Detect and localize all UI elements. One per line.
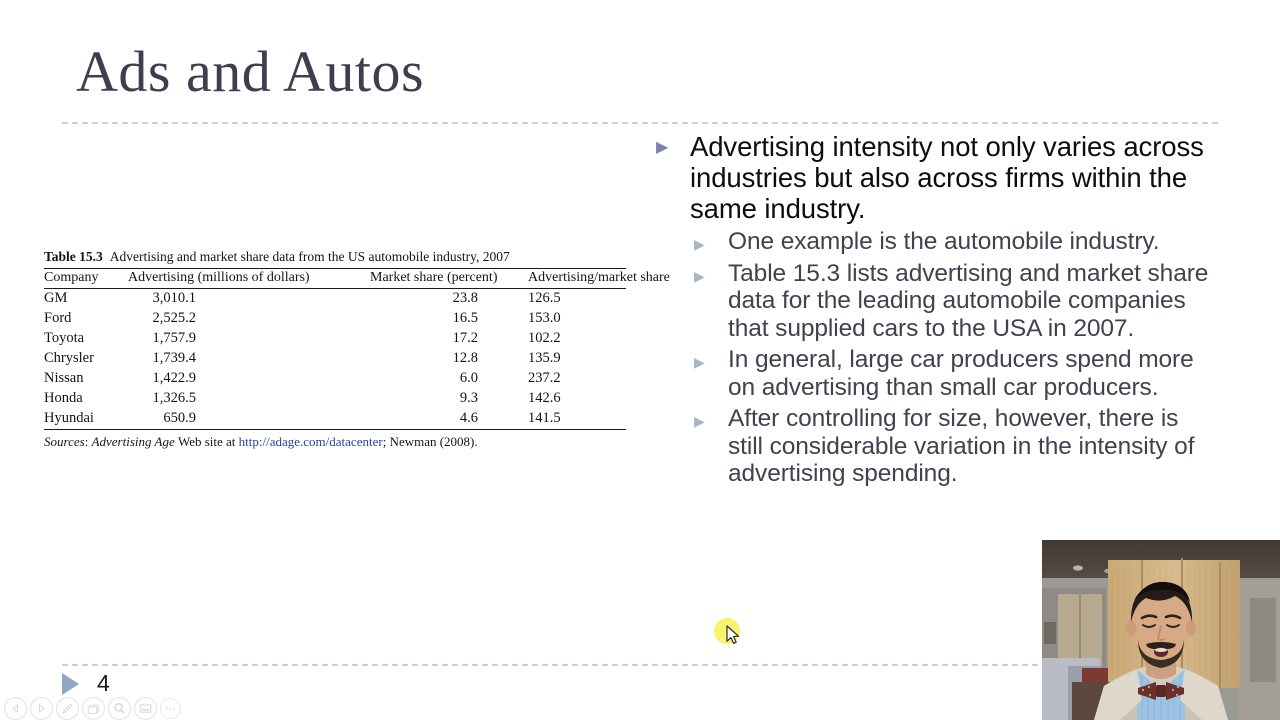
cell-market-share: 4.6 [459,410,478,426]
magnifier-icon [113,702,126,715]
bullet-triangle-icon: ▶ [694,236,705,252]
bullet-text: Advertising intensity not only varies across industries but also across firms within the same industry. [690,131,1204,224]
bullet-list [656,131,1218,492]
bullet-text: After controlling for size, however, there is still considerable variation in the intensity of advertising spending. [728,405,1195,487]
table-header-row [44,269,658,288]
column-header-ratio: Advertising/market share [528,270,670,285]
table-sources: Sources: Advertising Age Web site at http://adage.com/datacenter; Newman (2008). [44,434,478,449]
bullet-text: Table 15.3 lists advertising and market share data for the leading automobile companies that supplied cars to the USA in 2007. [728,259,1209,342]
ellipsis-icon [164,706,177,711]
bullet-item-level1 [656,131,1218,224]
sources-publication: Advertising Age [91,434,175,449]
subtitles-button[interactable] [134,697,157,720]
cell-market-share: 9.3 [459,390,478,406]
bullet-item-level2 [694,228,1218,256]
page-title: Ads and Autos [76,39,425,104]
table-row [44,329,658,349]
cell-company: GM [44,290,68,306]
cell-market-share: 16.5 [452,310,478,326]
cell-advertising: 1,422.9 [152,370,196,386]
table-caption-text: Advertising and market share data from the US automobile industry, 2007 [109,249,510,264]
cell-advertising: 3,010.1 [152,290,196,306]
cell-market-share: 6.0 [459,370,478,386]
bullet-item-level2 [694,405,1218,488]
zoom-slide-button[interactable] [108,697,131,720]
cell-advertising: 1,326.5 [152,390,196,406]
cell-advertising: 1,757.9 [152,330,196,346]
table-row [44,389,658,409]
all-slides-button[interactable] [82,697,105,720]
bullet-item-level2 [694,346,1218,401]
sources-url-link[interactable]: http://adage.com/datacenter [238,434,383,449]
slide-number: 4 [97,670,110,696]
bullet-item-level2 [694,260,1218,343]
cell-company: Toyota [44,330,85,346]
sources-label: Sources [44,434,85,449]
bullet-text: In general, large car producers spend more on advertising than small car producers. [728,346,1194,401]
bullet-text: One example is the automobile industry. [728,228,1160,255]
title-divider [62,122,1218,124]
bullet-triangle-icon: ▶ [694,354,705,370]
cell-company: Nissan [44,370,84,386]
bullet-triangle-icon: ▶ [694,267,705,284]
table-row [44,349,658,369]
cell-ratio: 237.2 [528,370,561,386]
presenter-webcam-overlay[interactable] [1042,540,1280,720]
cell-ratio: 102.2 [528,330,561,346]
column-header-advertising: Advertising (millions of dollars) [128,270,310,285]
play-triangle-icon [62,673,79,695]
right-arrow-icon [37,704,46,713]
presenter-control-bar[interactable] [4,697,181,720]
more-options-button[interactable] [160,698,181,719]
cell-company: Honda [44,390,83,406]
cell-advertising: 650.9 [163,410,196,426]
sources-trailing: ; Newman (2008). [382,434,478,449]
bullet-triangle-icon: ▶ [694,413,705,429]
cell-company: Ford [44,310,72,326]
cell-company: Chrysler [44,350,94,366]
table-caption [44,248,626,268]
bullet-triangle-icon: ▶ [656,139,669,156]
cell-ratio: 135.9 [528,350,561,366]
table-row [44,289,658,309]
column-header-company: Company [44,270,99,285]
caption-icon [139,703,152,714]
left-arrow-icon [11,704,20,713]
cell-ratio: 126.5 [528,290,561,306]
pen-icon [61,702,74,715]
table-caption-label: Table 15.3 [44,249,103,264]
pen-tool-button[interactable] [56,697,79,720]
cell-market-share: 17.2 [452,330,478,346]
table-row [44,369,658,389]
mouse-cursor-icon [726,625,742,647]
cell-market-share: 12.8 [452,350,478,366]
grid-icon [87,703,100,715]
cell-advertising: 1,739.4 [152,350,196,366]
cell-company: Hyundai [44,410,94,426]
previous-slide-button[interactable] [4,697,27,720]
cell-market-share: 23.8 [452,290,478,306]
advertising-market-share-table-body [44,289,658,429]
cell-ratio: 141.5 [528,410,561,426]
table-row [44,409,658,429]
table-row [44,309,658,329]
cell-ratio: 153.0 [528,310,561,326]
column-header-market-share: Market share (percent) [370,270,498,285]
cell-advertising: 2,525.2 [152,310,196,326]
table-figure [44,248,670,451]
next-slide-button[interactable] [30,697,53,720]
webcam-video-feed [1042,540,1280,720]
cell-ratio: 142.6 [528,390,561,406]
sources-lead-in: Web site at [177,434,236,449]
advertising-market-share-table [44,269,670,288]
